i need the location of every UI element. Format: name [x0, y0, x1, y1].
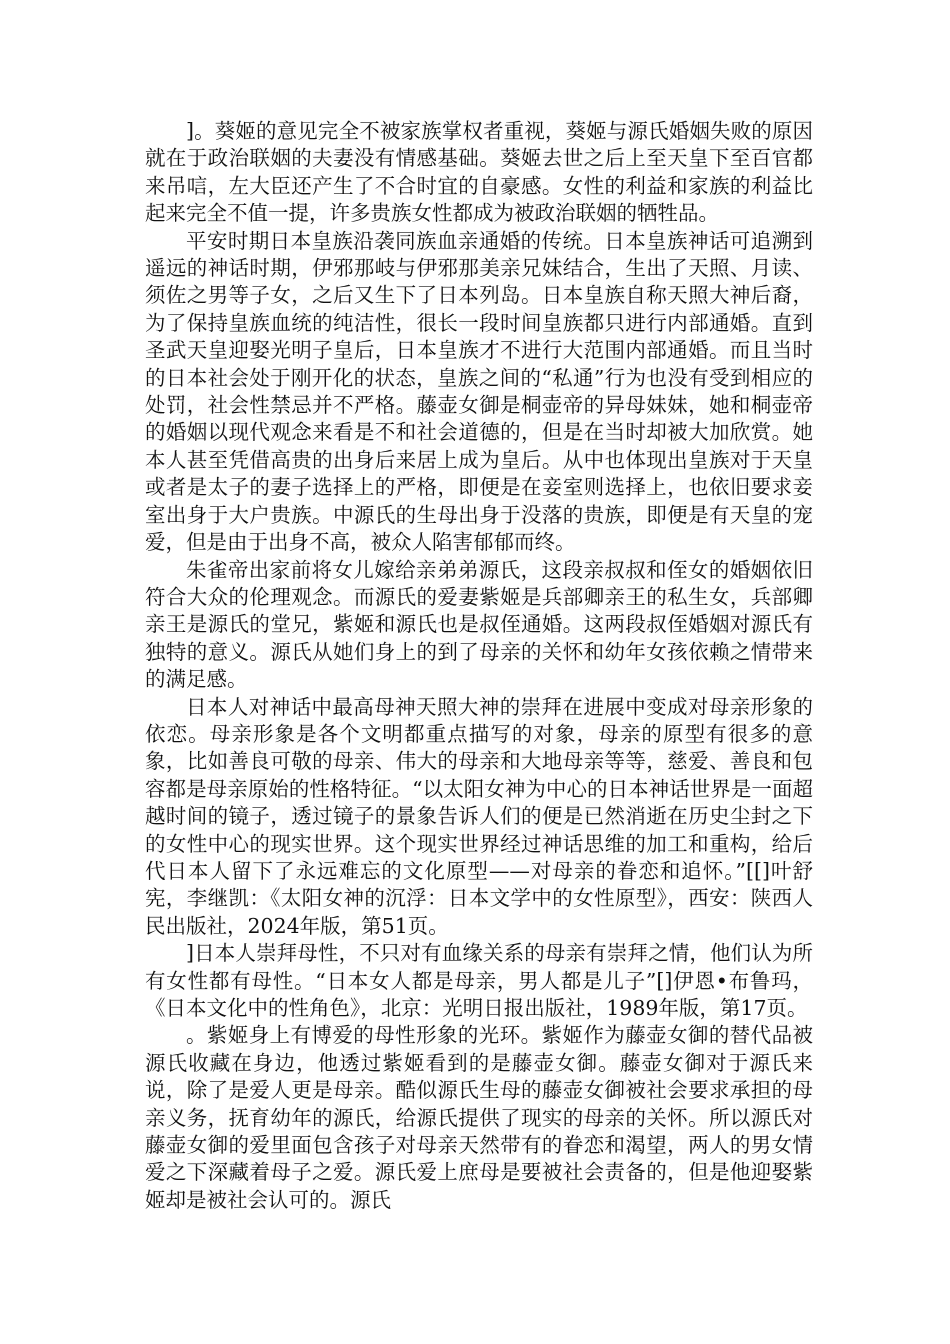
paragraph-3: 朱雀帝出家前将女儿嫁给亲弟弟源氏，这段亲叔叔和侄女的婚姻依旧符合大众的伦理观念。而源氏的爱妻紫姬是兵部卿亲王的私生女，兵部卿亲王是源氏的堂兄，紫姬和源氏也是叔侄通婚。这两段叔侄婚姻对源氏有独特的意义。源氏从她们身上的到了母亲的关怀和幼年女孩依赖之情带来的满足感。 [145, 557, 813, 692]
paragraph-5: ]日本人崇拜母性，不只对有血缘关系的母亲有崇拜之情，他们认为所有女性都有母性。“日本女人都是母亲，男人都是儿子”[]伊恩•布鲁玛，《日本文化中的性角色》，北京：光明日报出版社，1989年版，第17页。 [145, 941, 813, 1020]
paragraph-6: 。紫姬身上有博爱的母性形象的光环。紫姬作为藤壶女御的替代品被源氏收藏在身边，他透过紫姬看到的是藤壶女御。藤壶女御对于源氏来说，除了是爱人更是母亲。酷似源氏生母的藤壶女御被社会要求承担的母亲义务，抚育幼年的源氏，给源氏提供了现实的母亲的关怀。所以源氏对藤壶女御的爱里面包含孩子对母亲天然带有的眷恋和渴望，两人的男女情爱之下深藏着母子之爱。源氏爱上庶母是要被社会责备的，但是他迎娶紫姬却是被社会认可的。源氏 [145, 1023, 813, 1212]
paragraph-4: 日本人对神话中最高母神天照大神的崇拜在进展中变成对母亲形象的依恋。母亲形象是各个文明都重点描写的对象，母亲的原型有很多的意象，比如善良可敬的母亲、伟大的母亲和大地母亲等等，慈爱、善良和包容都是母亲原始的性格特征。“以太阳女神为中心的日本神话世界是一面超越时间的镜子，透过镜子的景象告诉人们的便是已然消逝在历史尘封之下的女性中心的现实世界。这个现实世界经过神话思维的加工和重构，给后代日本人留下了永远难忘的文化原型——对母亲的眷恋和追怀。”[[]叶舒宪，李继凯：《太阳女神的沉浮：日本文学中的女性原型》，西安：陕西人民出版社，2024年版，第51页。 [145, 694, 813, 938]
document-body [145, 118, 813, 1214]
paragraph-2: 平安时期日本皇族沿袭同族血亲通婚的传统。日本皇族神话可追溯到遥远的神话时期，伊邪那岐与伊邪那美亲兄妹结合，生出了天照、月读、须佐之男等子女，之后又生下了日本列岛。日本皇族自称天照大神后裔，为了保持皇族血统的纯洁性，很长一段时间皇族都只进行内部通婚。直到圣武天皇迎娶光明子皇后，日本皇族才不进行大范围内部通婚。而且当时的日本社会处于刚开化的状态，皇族之间的“私通”行为也没有受到相应的处罚，社会性禁忌并不严格。藤壶女御是桐壶帝的异母妹妹，她和桐壶帝的婚姻以现代观念来看是不和社会道德的，但是在当时却被大加欣赏。她本人甚至凭借高贵的出身后来居上成为皇后。从中也体现出皇族对于天皇或者是太子的妻子选择上的严格，即便是在妾室则选择上，也依旧要求妾室出身于大户贵族。中源氏的生母出身于没落的贵族，即便是有天皇的宠爱，但是由于出身不高，被众人陷害郁郁而终。 [145, 228, 813, 555]
paragraph-1: ]。葵姬的意见完全不被家族掌权者重视，葵姬与源氏婚姻失败的原因就在于政治联姻的夫妻没有情感基础。葵姬去世之后上至天皇下至百官都来吊唁，左大臣还产生了不合时宜的自豪感。女性的利益和家族的利益比起来完全不值一提，许多贵族女性都成为被政治联姻的牺牲品。 [145, 119, 813, 226]
